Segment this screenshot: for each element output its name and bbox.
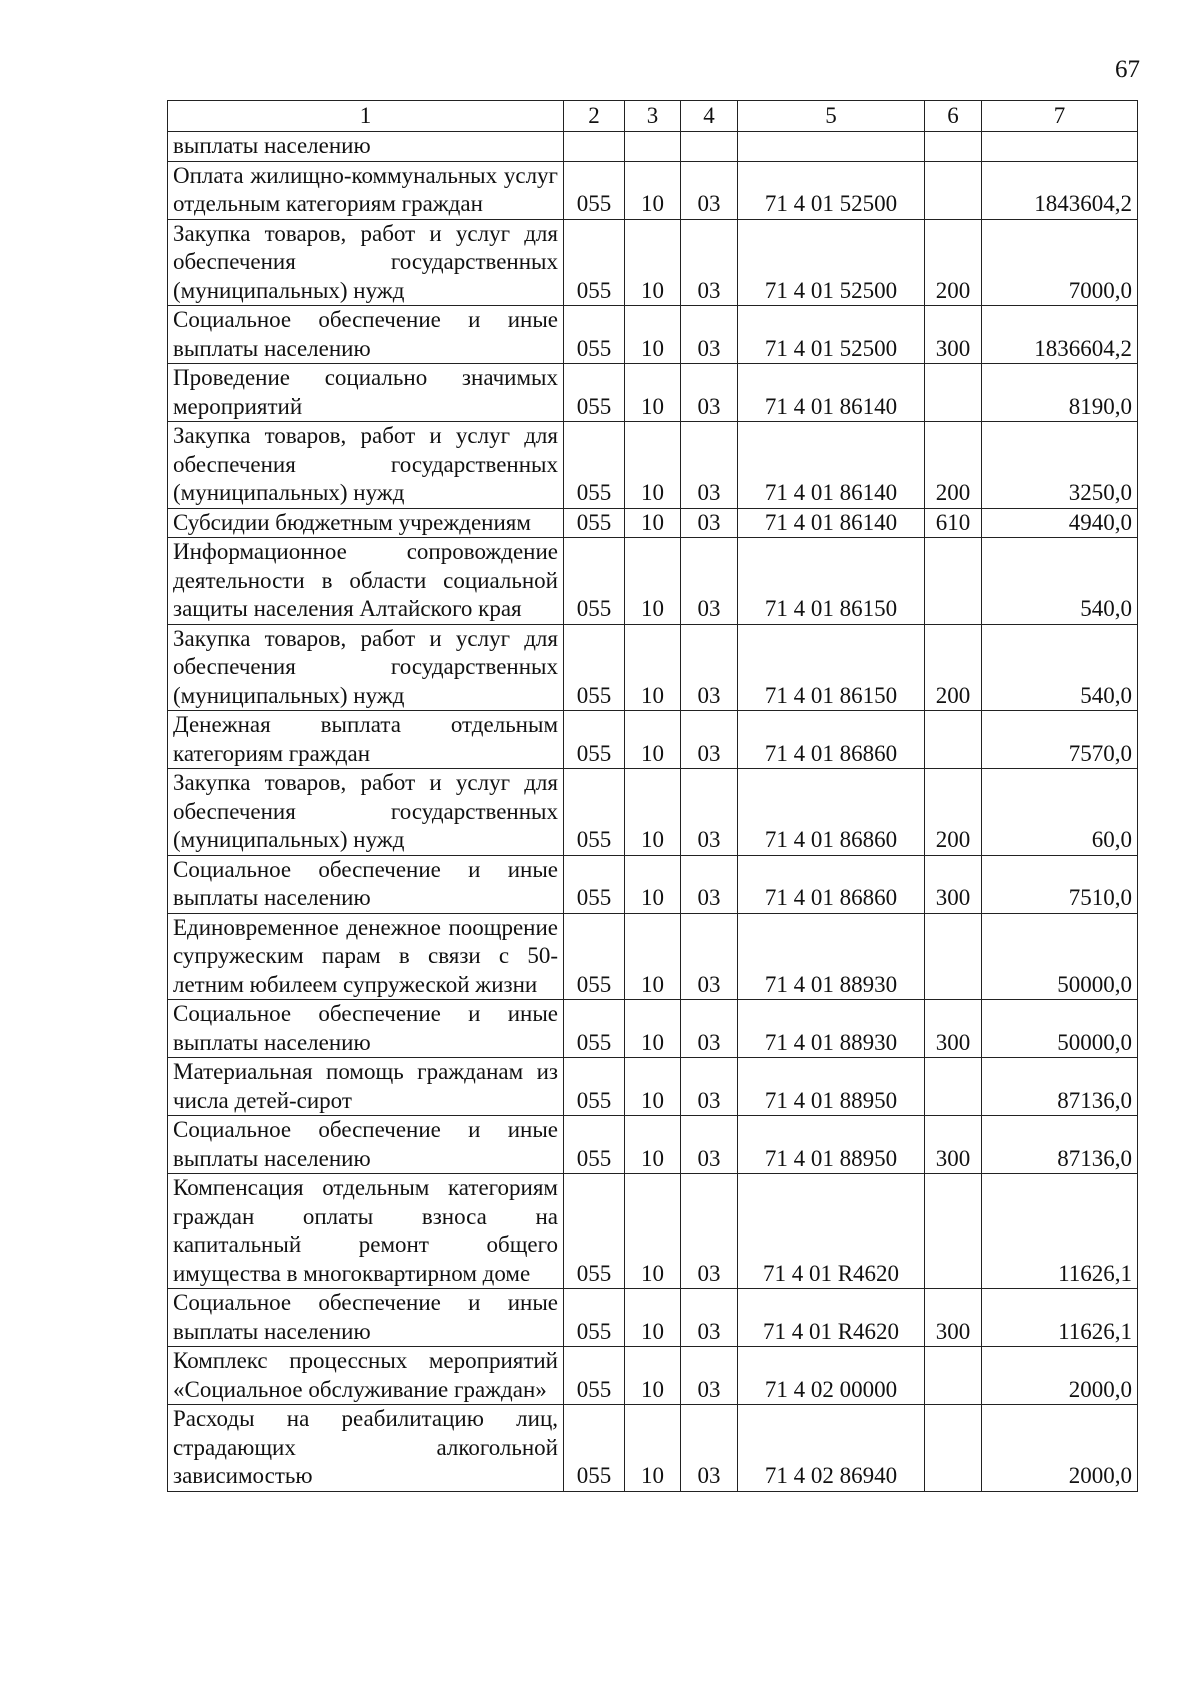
- section-code-cell: 10: [625, 1058, 681, 1116]
- ministry-code-cell: 055: [564, 306, 625, 364]
- table-row: [168, 1174, 1138, 1289]
- expense-type-code-cell: [925, 1174, 982, 1289]
- section-code-cell: 10: [625, 219, 681, 306]
- table-row: [168, 1116, 1138, 1174]
- expense-name-cell: Денежная выплата отдельным категориям граждан: [168, 711, 564, 769]
- ministry-code-cell: 055: [564, 855, 625, 913]
- target-article-code-cell: 71 4 01 86860: [738, 855, 925, 913]
- target-article-code-cell: 71 4 01 52500: [738, 306, 925, 364]
- amount-cell: 11626,1: [982, 1174, 1138, 1289]
- subsection-code-cell: 03: [681, 711, 738, 769]
- amount-cell: 50000,0: [982, 1000, 1138, 1058]
- table-row: [168, 161, 1138, 219]
- page-number: 67: [1115, 56, 1140, 83]
- target-article-code-cell: 71 4 01 86150: [738, 538, 925, 625]
- expense-type-code-cell: [925, 1347, 982, 1405]
- ministry-code-cell: 055: [564, 711, 625, 769]
- expense-name-cell: Социальное обеспечение и иные выплаты населению: [168, 1289, 564, 1347]
- target-article-code-cell: 71 4 01 86140: [738, 508, 925, 538]
- ministry-code-cell: 055: [564, 1405, 625, 1492]
- amount-cell: 7510,0: [982, 855, 1138, 913]
- expense-type-code-cell: [925, 913, 982, 1000]
- target-article-code-cell: 71 4 01 R4620: [738, 1289, 925, 1347]
- amount-cell: 540,0: [982, 538, 1138, 625]
- expense-name-cell: Проведение социально значимых мероприятий: [168, 364, 564, 422]
- target-article-code-cell: 71 4 02 86940: [738, 1405, 925, 1492]
- table-row: [168, 422, 1138, 509]
- ministry-code-cell: 055: [564, 364, 625, 422]
- expense-name-cell: Расходы на реабилитацию лиц, страдающих алкогольной зависимостью: [168, 1405, 564, 1492]
- ministry-code-cell: 055: [564, 508, 625, 538]
- table-row: [168, 1347, 1138, 1405]
- subsection-code-cell: 03: [681, 538, 738, 625]
- expense-type-code-cell: 300: [925, 1289, 982, 1347]
- section-code-cell: 10: [625, 711, 681, 769]
- ministry-code-cell: 055: [564, 1116, 625, 1174]
- subsection-code-cell: 03: [681, 913, 738, 1000]
- expense-name-cell: выплаты населению: [168, 132, 564, 162]
- target-article-code-cell: 71 4 01 52500: [738, 219, 925, 306]
- expense-type-code-cell: [925, 1058, 982, 1116]
- amount-cell: 540,0: [982, 624, 1138, 711]
- subsection-code-cell: 03: [681, 624, 738, 711]
- target-article-code-cell: 71 4 01 52500: [738, 161, 925, 219]
- target-article-code-cell: 71 4 01 86150: [738, 624, 925, 711]
- expense-type-code-cell: [925, 1405, 982, 1492]
- ministry-code-cell: 055: [564, 161, 625, 219]
- amount-cell: 87136,0: [982, 1116, 1138, 1174]
- subsection-code-cell: 03: [681, 161, 738, 219]
- ministry-code-cell: 055: [564, 219, 625, 306]
- column-header: 1: [168, 101, 564, 132]
- table-row: [168, 306, 1138, 364]
- expense-type-code-cell: 300: [925, 306, 982, 364]
- subsection-code-cell: 03: [681, 1000, 738, 1058]
- amount-cell: 87136,0: [982, 1058, 1138, 1116]
- budget-table: [167, 100, 1138, 1492]
- amount-cell: 3250,0: [982, 422, 1138, 509]
- table-row: [168, 624, 1138, 711]
- section-code-cell: 10: [625, 1405, 681, 1492]
- expense-name-cell: Единовременное денежное поощрение супружеским парам в связи с 50-летним юбилеем супружеской жизни: [168, 913, 564, 1000]
- target-article-code-cell: 71 4 01 88950: [738, 1116, 925, 1174]
- target-article-code-cell: [738, 132, 925, 162]
- column-header: 6: [925, 101, 982, 132]
- expense-name-cell: Социальное обеспечение и иные выплаты населению: [168, 306, 564, 364]
- expense-type-code-cell: [925, 538, 982, 625]
- column-header: 7: [982, 101, 1138, 132]
- amount-cell: [982, 132, 1138, 162]
- ministry-code-cell: [564, 132, 625, 162]
- expense-type-code-cell: [925, 132, 982, 162]
- ministry-code-cell: 055: [564, 1289, 625, 1347]
- subsection-code-cell: 03: [681, 1405, 738, 1492]
- amount-cell: 8190,0: [982, 364, 1138, 422]
- ministry-code-cell: 055: [564, 1000, 625, 1058]
- section-code-cell: 10: [625, 364, 681, 422]
- expense-name-cell: Закупка товаров, работ и услуг для обеспечения государственных (муниципальных) нужд: [168, 769, 564, 856]
- subsection-code-cell: 03: [681, 1116, 738, 1174]
- amount-cell: 2000,0: [982, 1405, 1138, 1492]
- section-code-cell: 10: [625, 1347, 681, 1405]
- ministry-code-cell: 055: [564, 538, 625, 625]
- ministry-code-cell: 055: [564, 624, 625, 711]
- table-row: [168, 855, 1138, 913]
- amount-cell: 4940,0: [982, 508, 1138, 538]
- subsection-code-cell: 03: [681, 219, 738, 306]
- section-code-cell: 10: [625, 624, 681, 711]
- expense-name-cell: Компенсация отдельным категориям граждан оплаты взноса на капитальный ремонт общего имущества в многоквартирном доме: [168, 1174, 564, 1289]
- amount-cell: 2000,0: [982, 1347, 1138, 1405]
- subsection-code-cell: 03: [681, 422, 738, 509]
- expense-name-cell: Социальное обеспечение и иные выплаты населению: [168, 855, 564, 913]
- expense-name-cell: Закупка товаров, работ и услуг для обеспечения государственных (муниципальных) нужд: [168, 219, 564, 306]
- target-article-code-cell: 71 4 02 00000: [738, 1347, 925, 1405]
- target-article-code-cell: 71 4 01 86140: [738, 364, 925, 422]
- expense-type-code-cell: [925, 161, 982, 219]
- amount-cell: 60,0: [982, 769, 1138, 856]
- expense-name-cell: Оплата жилищно-коммунальных услуг отдельным категориям граждан: [168, 161, 564, 219]
- amount-cell: 11626,1: [982, 1289, 1138, 1347]
- expense-type-code-cell: 610: [925, 508, 982, 538]
- expense-name-cell: Информационное сопровождение деятельности в области социальной защиты населения Алтайского края: [168, 538, 564, 625]
- subsection-code-cell: [681, 132, 738, 162]
- ministry-code-cell: 055: [564, 913, 625, 1000]
- target-article-code-cell: 71 4 01 86140: [738, 422, 925, 509]
- amount-cell: 7000,0: [982, 219, 1138, 306]
- expense-name-cell: Социальное обеспечение и иные выплаты населению: [168, 1000, 564, 1058]
- expense-name-cell: Закупка товаров, работ и услуг для обеспечения государственных (муниципальных) нужд: [168, 422, 564, 509]
- expense-type-code-cell: 200: [925, 219, 982, 306]
- subsection-code-cell: 03: [681, 1289, 738, 1347]
- section-code-cell: 10: [625, 1174, 681, 1289]
- column-header: 3: [625, 101, 681, 132]
- amount-cell: 50000,0: [982, 913, 1138, 1000]
- section-code-cell: 10: [625, 769, 681, 856]
- expense-name-cell: Субсидии бюджетным учреждениям: [168, 508, 564, 538]
- expense-type-code-cell: 300: [925, 1116, 982, 1174]
- column-header: 4: [681, 101, 738, 132]
- amount-cell: 7570,0: [982, 711, 1138, 769]
- header-row: [168, 101, 1138, 132]
- expense-type-code-cell: 200: [925, 624, 982, 711]
- section-code-cell: 10: [625, 1116, 681, 1174]
- target-article-code-cell: 71 4 01 86860: [738, 769, 925, 856]
- subsection-code-cell: 03: [681, 769, 738, 856]
- ministry-code-cell: 055: [564, 1347, 625, 1405]
- section-code-cell: 10: [625, 161, 681, 219]
- target-article-code-cell: 71 4 01 88950: [738, 1058, 925, 1116]
- subsection-code-cell: 03: [681, 508, 738, 538]
- expense-name-cell: Закупка товаров, работ и услуг для обеспечения государственных (муниципальных) нужд: [168, 624, 564, 711]
- section-code-cell: 10: [625, 1289, 681, 1347]
- amount-cell: 1836604,2: [982, 306, 1138, 364]
- subsection-code-cell: 03: [681, 855, 738, 913]
- target-article-code-cell: 71 4 01 86860: [738, 711, 925, 769]
- expense-type-code-cell: [925, 364, 982, 422]
- table-row: [168, 1405, 1138, 1492]
- subsection-code-cell: 03: [681, 1058, 738, 1116]
- column-header: 5: [738, 101, 925, 132]
- expense-type-code-cell: 300: [925, 855, 982, 913]
- expense-type-code-cell: 300: [925, 1000, 982, 1058]
- ministry-code-cell: 055: [564, 769, 625, 856]
- table-row: [168, 711, 1138, 769]
- target-article-code-cell: 71 4 01 R4620: [738, 1174, 925, 1289]
- table-body: [168, 132, 1138, 1492]
- expense-type-code-cell: [925, 711, 982, 769]
- section-code-cell: 10: [625, 422, 681, 509]
- subsection-code-cell: 03: [681, 1347, 738, 1405]
- section-code-cell: 10: [625, 1000, 681, 1058]
- subsection-code-cell: 03: [681, 306, 738, 364]
- subsection-code-cell: 03: [681, 1174, 738, 1289]
- section-code-cell: 10: [625, 538, 681, 625]
- section-code-cell: [625, 132, 681, 162]
- subsection-code-cell: 03: [681, 364, 738, 422]
- ministry-code-cell: 055: [564, 1174, 625, 1289]
- table-row: [168, 913, 1138, 1000]
- table-row: [168, 1289, 1138, 1347]
- section-code-cell: 10: [625, 306, 681, 364]
- expense-name-cell: Комплекс процессных мероприятий «Социальное обслуживание граждан»: [168, 1347, 564, 1405]
- target-article-code-cell: 71 4 01 88930: [738, 913, 925, 1000]
- ministry-code-cell: 055: [564, 422, 625, 509]
- section-code-cell: 10: [625, 508, 681, 538]
- table-row: [168, 1000, 1138, 1058]
- table-row: [168, 132, 1138, 162]
- section-code-cell: 10: [625, 855, 681, 913]
- table-row: [168, 1058, 1138, 1116]
- table-row: [168, 508, 1138, 538]
- column-header: 2: [564, 101, 625, 132]
- section-code-cell: 10: [625, 913, 681, 1000]
- expense-type-code-cell: 200: [925, 769, 982, 856]
- table-row: [168, 219, 1138, 306]
- amount-cell: 1843604,2: [982, 161, 1138, 219]
- target-article-code-cell: 71 4 01 88930: [738, 1000, 925, 1058]
- expense-type-code-cell: 200: [925, 422, 982, 509]
- table-row: [168, 364, 1138, 422]
- expense-name-cell: Материальная помощь гражданам из числа детей-сирот: [168, 1058, 564, 1116]
- ministry-code-cell: 055: [564, 1058, 625, 1116]
- expense-name-cell: Социальное обеспечение и иные выплаты населению: [168, 1116, 564, 1174]
- table-row: [168, 769, 1138, 856]
- table-row: [168, 538, 1138, 625]
